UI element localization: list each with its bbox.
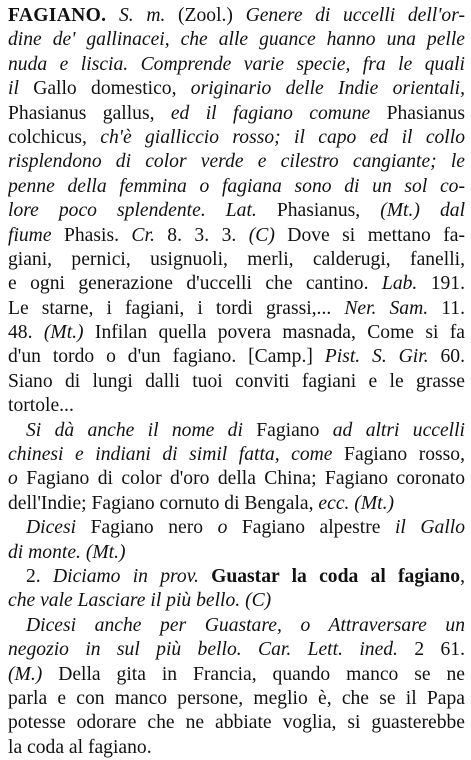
text-line: [8, 419, 465, 443]
text-line: [8, 4, 465, 28]
text-line: [8, 589, 465, 613]
text-line: [8, 443, 465, 467]
text-segment: ch'è gialliccio rosso; il capo ed il collo: [100, 126, 465, 148]
text-segment: Fagiano rosso,: [332, 444, 465, 466]
text-segment: il: [8, 78, 19, 100]
text-segment: S. m.: [119, 5, 166, 26]
text-line: [8, 175, 465, 199]
text-segment: o: [8, 468, 18, 490]
text-segment: 8. 3. 3.: [154, 224, 249, 246]
text-line: [8, 102, 465, 126]
text-line: [8, 541, 465, 565]
text-segment: dine de' gallinacei, che alle guance hanno una pelle: [8, 29, 465, 51]
text-line: [8, 297, 465, 321]
text-segment: (M.): [8, 663, 43, 685]
text-line: [8, 370, 465, 394]
text-line: [8, 345, 465, 369]
text-segment: Lab.: [381, 273, 418, 295]
text-segment: Fagiano: [242, 419, 333, 441]
text-line: [8, 736, 465, 760]
text-line: [8, 272, 465, 296]
text-segment: 48.: [8, 322, 44, 344]
text-segment: o: [217, 517, 228, 539]
text-line: [8, 492, 465, 516]
text-segment: Dicesi: [26, 517, 77, 539]
text-line: [8, 687, 465, 711]
text-segment: Ner. Sam.: [344, 297, 429, 319]
text-line: [8, 565, 465, 589]
text-line: [8, 638, 465, 662]
text-segment: Fagiano nero: [76, 517, 218, 539]
text-segment: (Zool.): [165, 5, 246, 26]
text-line: [8, 516, 465, 540]
text-segment: ad altri uccelli: [332, 419, 465, 441]
text-segment: (Mt.): [43, 322, 84, 344]
text-segment: Phasis.: [51, 224, 132, 246]
text-segment: Guastar la coda al fagiano: [198, 565, 461, 587]
text-segment: Fagiano alpestre: [227, 517, 395, 539]
text-segment: 2 61.: [397, 639, 465, 661]
text-segment: negozio in sul più bello. Car. Lett. ined.: [8, 639, 398, 661]
text-line: [8, 77, 465, 101]
text-segment: (C): [248, 224, 275, 246]
text-line: [8, 711, 465, 735]
text-segment: la coda al fagiano.: [8, 736, 152, 758]
text-segment: parla e con manco persone, meglio è, che se il Papa: [8, 687, 465, 709]
text-segment: dell'Indie; Fagiano cornuto di Bengala,: [8, 492, 319, 514]
text-segment: e ogni generazione d'uccelli che cantino.: [8, 273, 382, 295]
text-line: [8, 199, 465, 223]
text-segment: penne della femmina o fagiana sono di un sol co-: [8, 175, 465, 197]
text-segment: Infilan quella povera masnada, Come si fa: [83, 322, 465, 344]
text-segment: Genere di uccelli dell'or-: [245, 5, 465, 26]
text-segment: tortole...: [8, 395, 74, 417]
text-line: [8, 248, 465, 272]
text-segment: il Gallo: [394, 517, 465, 539]
text-segment: potesse odorare che ne abbiate voglia, si guasterebbe: [8, 712, 465, 734]
text-segment: chinesi e indiani di simil fatta, come: [8, 444, 333, 466]
text-segment: giani, pernici, usignuoli, merli, calderugi, fanelli,: [8, 248, 465, 270]
text-segment: risplendono di color verde e cilestro cangiante; le: [8, 151, 465, 173]
text-line: [8, 663, 465, 687]
text-line: [8, 467, 465, 491]
text-segment: Della gita in Francia, quando manco se ne: [42, 663, 465, 685]
text-segment: Phasianus: [370, 102, 465, 124]
text-segment: Dove si mettano fa-: [274, 224, 465, 246]
text-segment: ed il fagiano comune: [170, 102, 371, 124]
text-segment: Phasianus,: [256, 200, 381, 222]
text-segment: d'un tordo o d'un fagiano. [Camp.]: [8, 346, 325, 368]
text-segment: ecc. (Mt.): [318, 492, 395, 514]
headword: FAGIANO.: [8, 5, 107, 26]
text-line: [8, 224, 465, 248]
text-segment: di monte. (Mt.): [8, 541, 126, 563]
text-line: [8, 53, 465, 77]
text-segment: 2.: [26, 565, 53, 587]
text-segment: 60.: [428, 346, 465, 368]
text-segment: lore poco splendente. Lat.: [8, 200, 257, 222]
text-segment: Siano di lungi dalli tuoi conviti fagiani e le grasse: [8, 370, 465, 392]
text-segment: (Mt.) dal: [380, 200, 465, 222]
text-segment: 11.: [428, 297, 465, 319]
text-line: [8, 614, 465, 638]
text-segment: Le starne, i fagiani, i tordi grassi,...: [8, 297, 345, 319]
text-segment: colchicus,: [8, 126, 101, 148]
text-segment: Gallo domestico,: [18, 78, 191, 100]
text-segment: ,: [460, 565, 465, 587]
text-segment: Pist. S. Gir.: [324, 346, 429, 368]
text-segment: 191.: [417, 273, 465, 295]
text-segment: Diciamo in prov.: [52, 565, 199, 587]
text-segment: nuda e liscia. Comprende varie specie, fra le quali: [8, 53, 465, 75]
text-segment: Phasianus gallus,: [8, 102, 171, 124]
text-segment: fiume: [8, 224, 52, 246]
text-segment: Dicesi anche per Guastare, o Attraversare un: [26, 614, 465, 636]
text-line: [8, 394, 465, 418]
text-line: [8, 150, 465, 174]
text-segment: originario delle Indie orientali,: [190, 78, 465, 100]
text-line: [8, 126, 465, 150]
text-segment: Cr.: [131, 224, 155, 246]
text-segment: Fagiano di color d'oro della China; Fagiano coronato: [17, 468, 465, 490]
text-segment: che vale Lasciare il più bello. (C): [8, 590, 272, 612]
text-line: [8, 28, 465, 52]
text-segment: [106, 5, 119, 26]
text-line: [8, 321, 465, 345]
text-segment: Si dà anche il nome di: [26, 419, 243, 441]
